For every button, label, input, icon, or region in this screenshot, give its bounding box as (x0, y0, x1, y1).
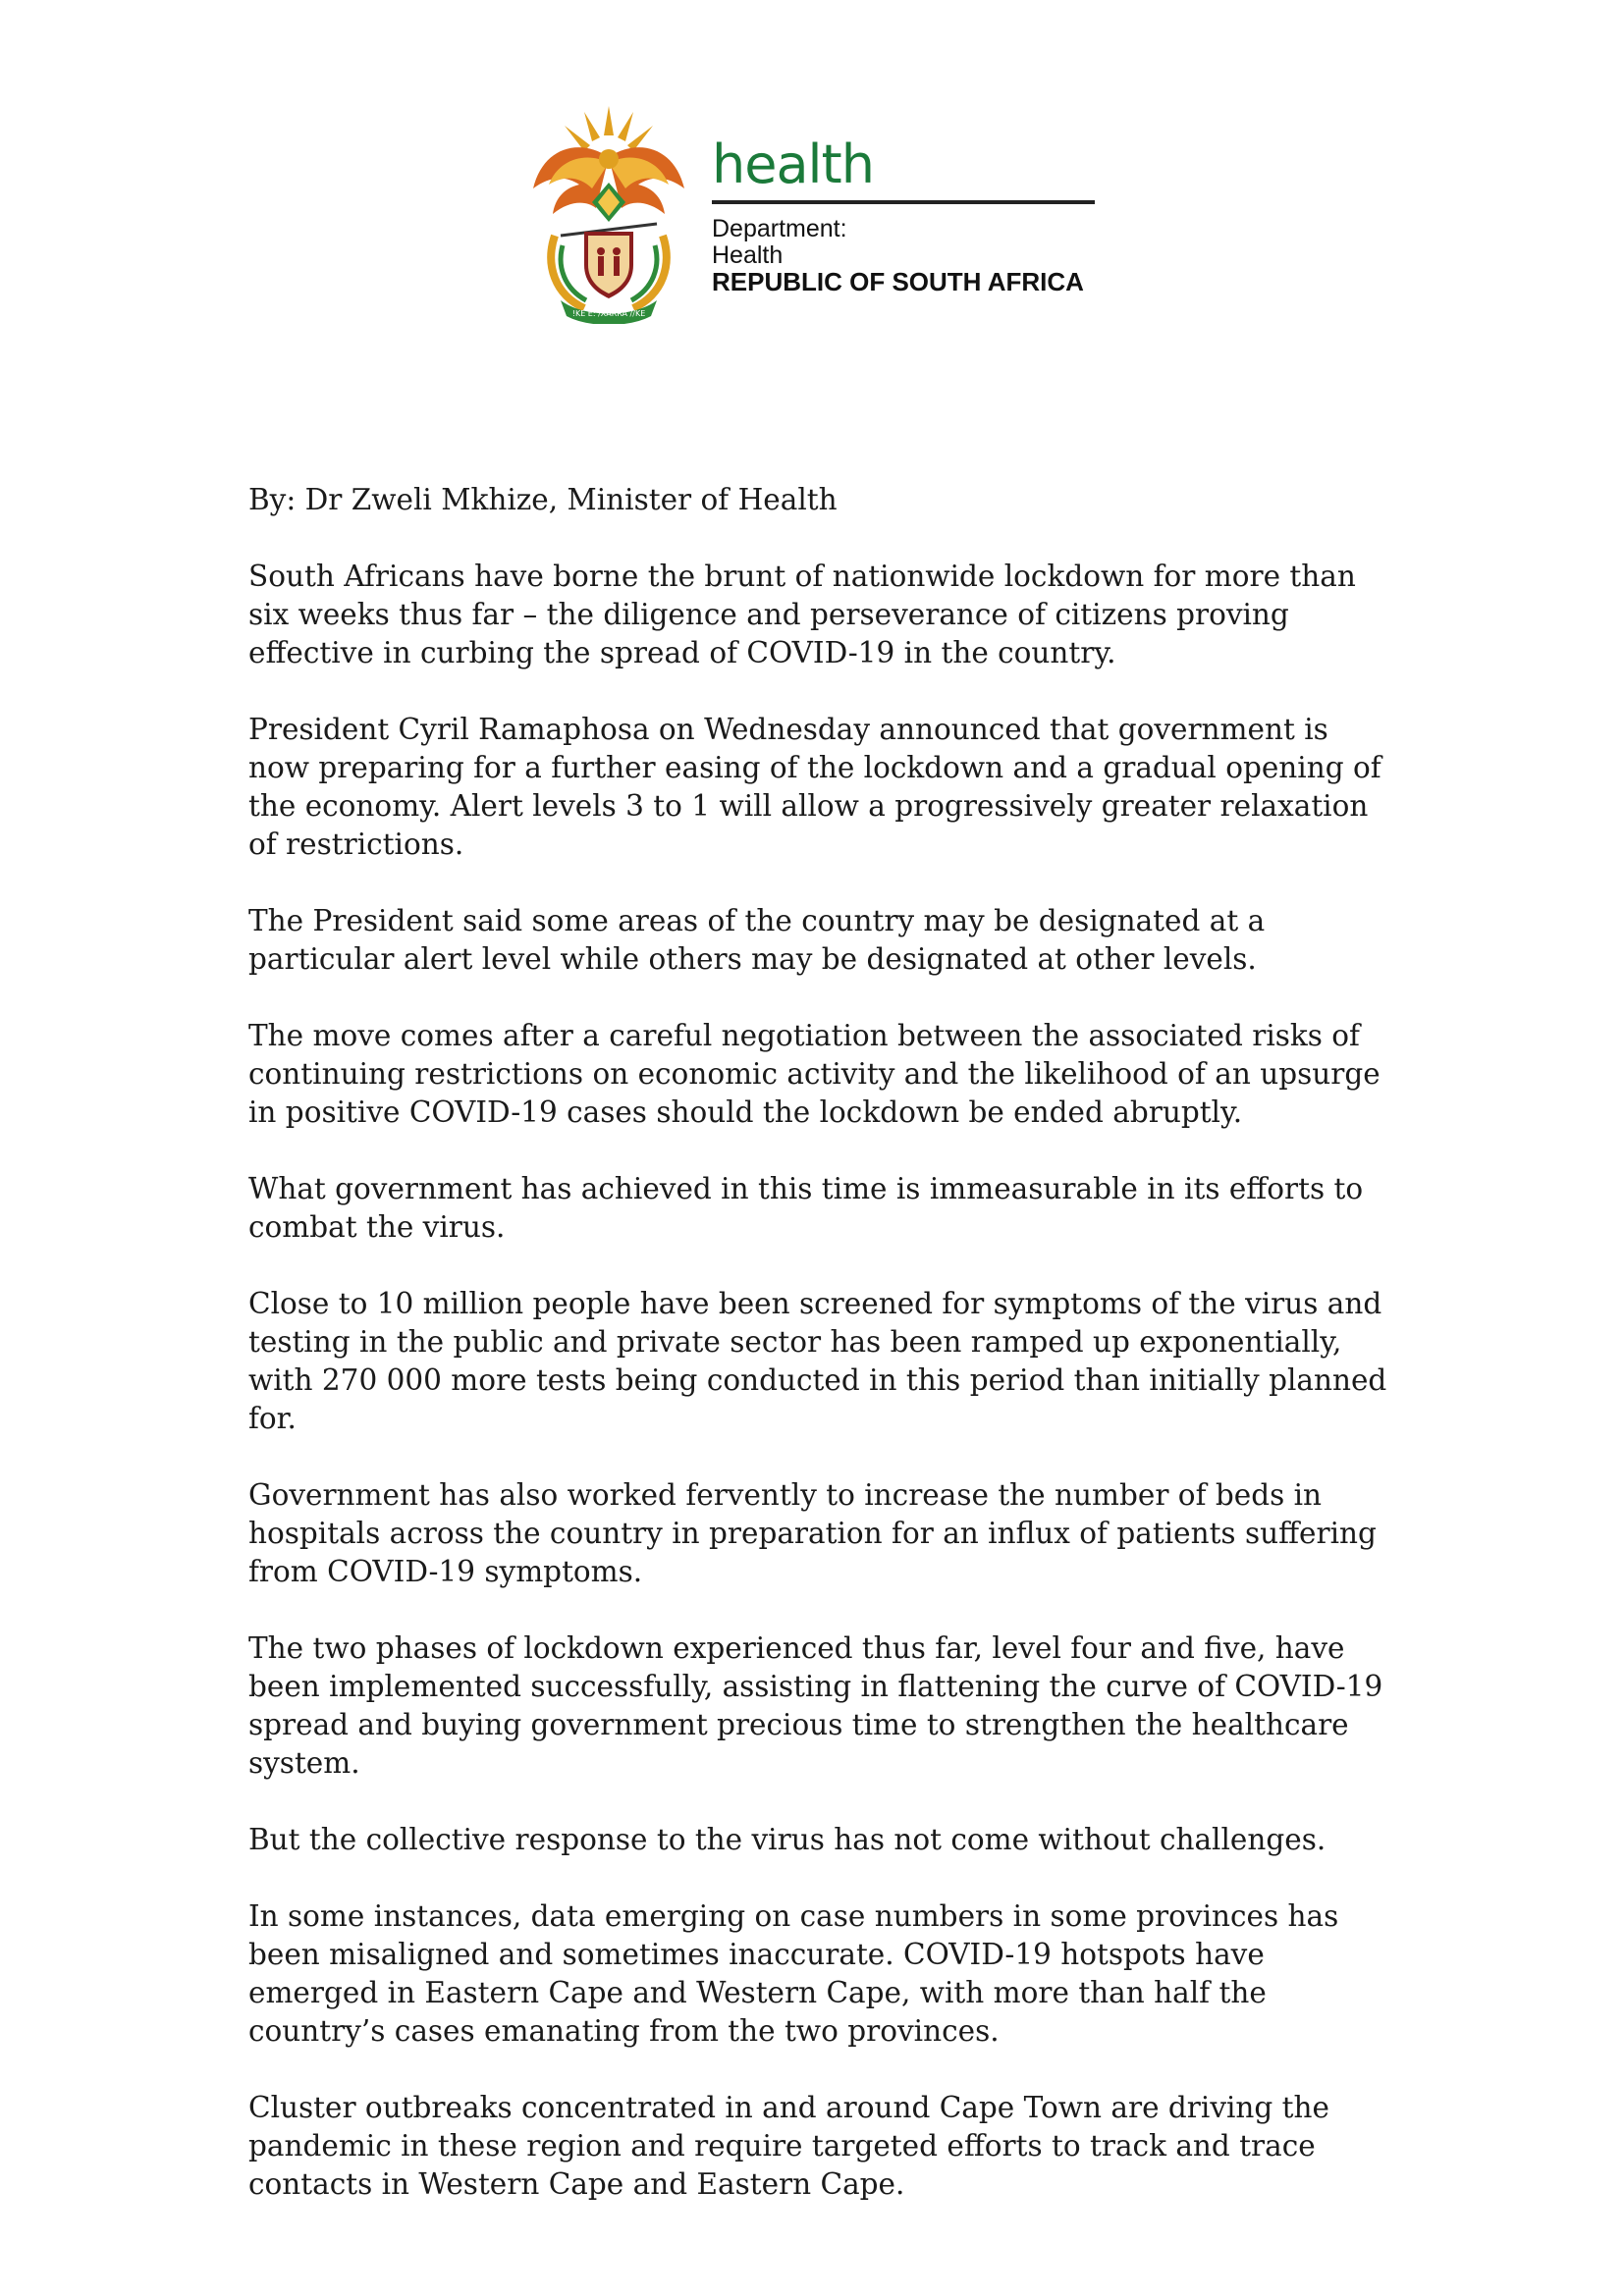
article-body (248, 481, 1397, 2242)
letterhead (525, 98, 1114, 324)
paragraph: But the collective response to the virus has not come without challenges. (248, 1823, 1326, 1856)
paragraph: In some instances, data emerging on case numbers in some provinces has been misaligned and sometimes inaccurate. COVID-19 hotspots have emerged in Eastern Cape and Western Cape, with more than half the country’s cases emanating from the two provinces. (248, 1899, 1339, 2048)
department-name: Health (712, 241, 784, 269)
paragraph: The move comes after a careful negotiation between the associated risks of continuing restrictions on economic activity and the likelihood of an upsurge in positive COVID-19 cases should the lockdown be ended abruptly. (248, 1019, 1380, 1129)
crest-motto: !KE E: /XARRA //KE (571, 309, 646, 318)
paragraph: Cluster outbreaks concentrated in and around Cape Town are driving the pandemic in these region and require targeted efforts to track and trace contacts in Western Cape and Eastern Cape. (248, 2091, 1329, 2201)
brand-title: health (712, 133, 874, 195)
paragraph: The two phases of lockdown experienced thus far, level four and five, have been implemented successfully, assisting in flattening the curve of COVID-19 spread and buying government precious time to strengthen the healthcare system. (248, 1631, 1383, 1780)
paragraph: Government has also worked fervently to increase the number of beds in hospitals across the country in preparation for an influx of patients suffering from COVID-19 symptoms. (248, 1478, 1377, 1588)
department-wordmark (712, 135, 1095, 295)
byline: By: Dr Zweli Mkhize, Minister of Health (248, 483, 838, 516)
department-label: Department: (712, 215, 847, 242)
paragraph: Close to 10 million people have been screened for symptoms of the virus and testing in the public and private sector has been ramped up exponentially, with 270 000 more tests being conducted in this period than initially planned for. (248, 1287, 1387, 1435)
country-name: REPUBLIC OF SOUTH AFRICA (712, 267, 1084, 296)
paragraph: President Cyril Ramaphosa on Wednesday announced that government is now preparing for a further easing of the lockdown and a gradual opening of the economy. Alert levels 3 to 1 will allow a progressively greater relaxation of restrictions. (248, 713, 1381, 861)
paragraph: The President said some areas of the country may be designated at a particular alert level while others may be designated at other levels. (248, 904, 1266, 976)
coat-of-arms-logo (525, 98, 692, 324)
paragraph: What government has achieved in this time is immeasurable in its efforts to combat the virus. (248, 1172, 1364, 1244)
paragraph: South Africans have borne the brunt of nationwide lockdown for more than six weeks thus far – the diligence and perseverance of citizens proving effective in curbing the spread of COVID-19 in the country. (248, 560, 1356, 669)
brand-divider (712, 200, 1095, 204)
